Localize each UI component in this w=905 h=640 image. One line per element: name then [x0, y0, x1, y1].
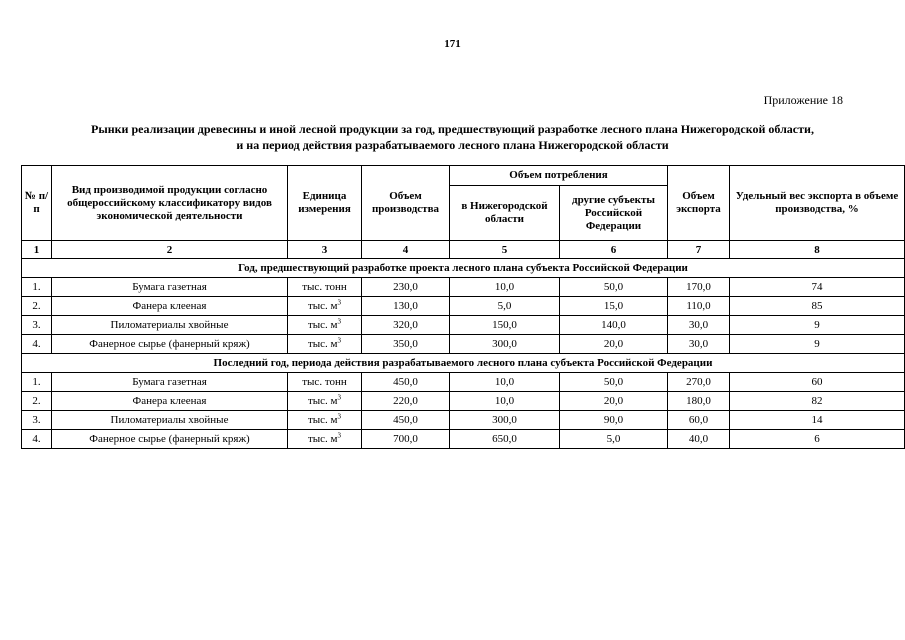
table-row [22, 278, 905, 297]
row-export-share: 6 [730, 430, 905, 449]
column-number: 5 [450, 241, 560, 259]
row-consumption-nn: 650,0 [450, 430, 560, 449]
row-export-share: 85 [730, 297, 905, 316]
row-export-share: 9 [730, 316, 905, 335]
row-production: 230,0 [362, 278, 450, 297]
row-production: 450,0 [362, 373, 450, 392]
table-row [22, 316, 905, 335]
row-consumption-nn: 150,0 [450, 316, 560, 335]
header-unit: Единица измерения [288, 166, 362, 241]
column-number: 8 [730, 241, 905, 259]
row-product: Фанера клееная [52, 297, 288, 316]
row-production: 220,0 [362, 392, 450, 411]
row-num: 2. [22, 392, 52, 411]
row-export: 30,0 [668, 316, 730, 335]
row-export: 110,0 [668, 297, 730, 316]
row-unit: тыс. $м^3$ [288, 411, 362, 430]
row-consumption-nn: 10,0 [450, 278, 560, 297]
row-production: 320,0 [362, 316, 450, 335]
row-unit: тыс. $м^3$ [288, 335, 362, 354]
header-product: Вид производимой продукции согласно общероссийскому классификатору видов экономической деятельности [52, 166, 288, 241]
title-line-1: Рынки реализации древесины и иной лесной продукции за год, предшествующий разработке лесного плана Нижегородской области, [91, 122, 814, 136]
header-consumption: Объем потребления [450, 166, 668, 186]
row-num: 4. [22, 430, 52, 449]
row-consumption-other: 20,0 [560, 392, 668, 411]
row-export-share: 74 [730, 278, 905, 297]
row-num: 1. [22, 373, 52, 392]
table-row [22, 411, 905, 430]
row-unit: тыс. $м^3$ [288, 297, 362, 316]
header-production: Объем производства [362, 166, 450, 241]
header-export-share: Удельный вес экспорта в объеме производства, % [730, 166, 905, 241]
row-production: 130,0 [362, 297, 450, 316]
section-header-row [22, 259, 905, 278]
column-number: 6 [560, 241, 668, 259]
column-number: 4 [362, 241, 450, 259]
column-numbers-row [22, 241, 905, 259]
column-number: 7 [668, 241, 730, 259]
table-row [22, 392, 905, 411]
markets-table [21, 165, 905, 449]
table-row [22, 297, 905, 316]
row-production: 450,0 [362, 411, 450, 430]
section-title: Последний год, периода действия разрабатываемого лесного плана субъекта Российской Федерации [22, 354, 905, 373]
row-export: 40,0 [668, 430, 730, 449]
header-export: Объем экспорта [668, 166, 730, 241]
row-export: 270,0 [668, 373, 730, 392]
row-num: 4. [22, 335, 52, 354]
row-num: 2. [22, 297, 52, 316]
row-consumption-nn: 5,0 [450, 297, 560, 316]
appendix-label: Приложение 18 [763, 93, 843, 107]
row-export-share: 60 [730, 373, 905, 392]
row-consumption-nn: 300,0 [450, 411, 560, 430]
row-unit: тыс. тонн [288, 373, 362, 392]
row-num: 3. [22, 411, 52, 430]
column-number: 2 [52, 241, 288, 259]
row-consumption-other: 15,0 [560, 297, 668, 316]
row-consumption-nn: 10,0 [450, 392, 560, 411]
row-consumption-other: 20,0 [560, 335, 668, 354]
header-consumption-nn: в Нижегородской области [450, 186, 560, 241]
row-export: 170,0 [668, 278, 730, 297]
row-consumption-other: 50,0 [560, 278, 668, 297]
page-number: 171 [444, 38, 461, 50]
row-product: Фанерное сырье (фанерный кряж) [52, 430, 288, 449]
row-export: 60,0 [668, 411, 730, 430]
row-export: 30,0 [668, 335, 730, 354]
row-production: 350,0 [362, 335, 450, 354]
row-consumption-other: 50,0 [560, 373, 668, 392]
row-consumption-other: 90,0 [560, 411, 668, 430]
row-product: Пиломатериалы хвойные [52, 411, 288, 430]
row-product: Бумага газетная [52, 373, 288, 392]
table-row [22, 373, 905, 392]
row-export-share: 9 [730, 335, 905, 354]
row-consumption-other: 140,0 [560, 316, 668, 335]
table-row [22, 430, 905, 449]
row-unit: тыс. $м^3$ [288, 430, 362, 449]
row-num: 1. [22, 278, 52, 297]
row-product: Фанера клееная [52, 392, 288, 411]
section-header-row [22, 354, 905, 373]
row-product: Фанерное сырье (фанерный кряж) [52, 335, 288, 354]
table-row [22, 335, 905, 354]
header-consumption-other: другие субъекты Российской Федерации [560, 186, 668, 241]
row-product: Пиломатериалы хвойные [52, 316, 288, 335]
row-consumption-nn: 10,0 [450, 373, 560, 392]
title-line-2: и на период действия разрабатываемого лесного плана Нижегородской области [236, 138, 669, 152]
row-unit: тыс. тонн [288, 278, 362, 297]
row-unit: тыс. $м^3$ [288, 392, 362, 411]
row-unit: тыс. $м^3$ [288, 316, 362, 335]
row-export-share: 82 [730, 392, 905, 411]
row-num: 3. [22, 316, 52, 335]
header-row-1 [22, 166, 905, 186]
row-consumption-nn: 300,0 [450, 335, 560, 354]
row-production: 700,0 [362, 430, 450, 449]
column-number: 3 [288, 241, 362, 259]
row-export: 180,0 [668, 392, 730, 411]
header-num: № п/п [22, 166, 52, 241]
row-product: Бумага газетная [52, 278, 288, 297]
column-number: 1 [22, 241, 52, 259]
table-body [22, 241, 905, 449]
section-title: Год, предшествующий разработке проекта лесного плана субъекта Российской Федерации [22, 259, 905, 278]
document-title [0, 121, 905, 153]
row-export-share: 14 [730, 411, 905, 430]
row-consumption-other: 5,0 [560, 430, 668, 449]
